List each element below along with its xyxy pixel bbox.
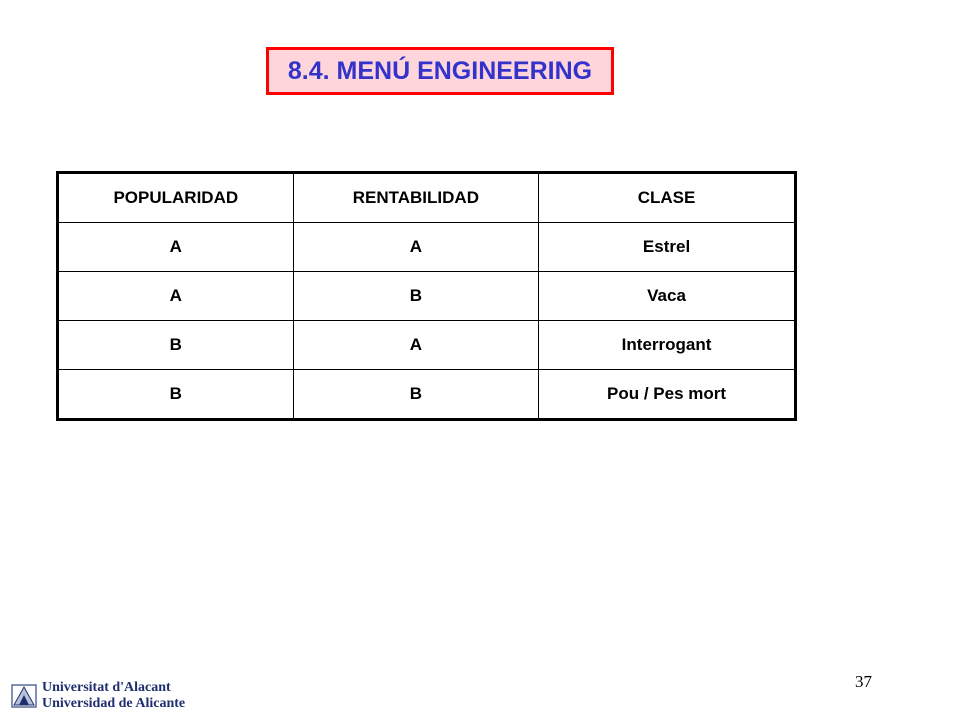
table-row (58, 272, 796, 321)
table-cell-rentabilidad: A (293, 223, 538, 272)
table-header-row (58, 173, 796, 223)
table-cell-popularidad: B (58, 321, 294, 370)
table-cell-rentabilidad: A (293, 321, 538, 370)
column-header-clase: CLASE (539, 173, 796, 223)
table-cell-popularidad: B (58, 370, 294, 420)
table-row (58, 321, 796, 370)
table-cell-clase: Estrel (539, 223, 796, 272)
table-row (58, 370, 796, 420)
table-cell-clase: Interrogant (539, 321, 796, 370)
slide-title: 8.4. MENÚ ENGINEERING (287, 56, 593, 85)
university-logo (10, 680, 185, 712)
university-name-spanish: Universidad de Alicante (42, 696, 186, 711)
table-cell-popularidad: A (58, 223, 294, 272)
page-number: 37 (855, 672, 872, 691)
university-name-valencian: Universitat d'Alacant (42, 680, 171, 695)
column-header-popularidad: POPULARIDAD (58, 173, 294, 223)
table-cell-rentabilidad: B (293, 272, 538, 321)
table-cell-clase: Vaca (539, 272, 796, 321)
slide-title-box (266, 47, 614, 95)
university-logo-text (42, 680, 185, 712)
menu-engineering-table (56, 171, 797, 421)
table-row (58, 223, 796, 272)
university-logo-icon (10, 681, 38, 711)
table-cell-clase: Pou / Pes mort (539, 370, 796, 420)
table-cell-popularidad: A (58, 272, 294, 321)
column-header-rentabilidad: RENTABILIDAD (293, 173, 538, 223)
table-cell-rentabilidad: B (293, 370, 538, 420)
